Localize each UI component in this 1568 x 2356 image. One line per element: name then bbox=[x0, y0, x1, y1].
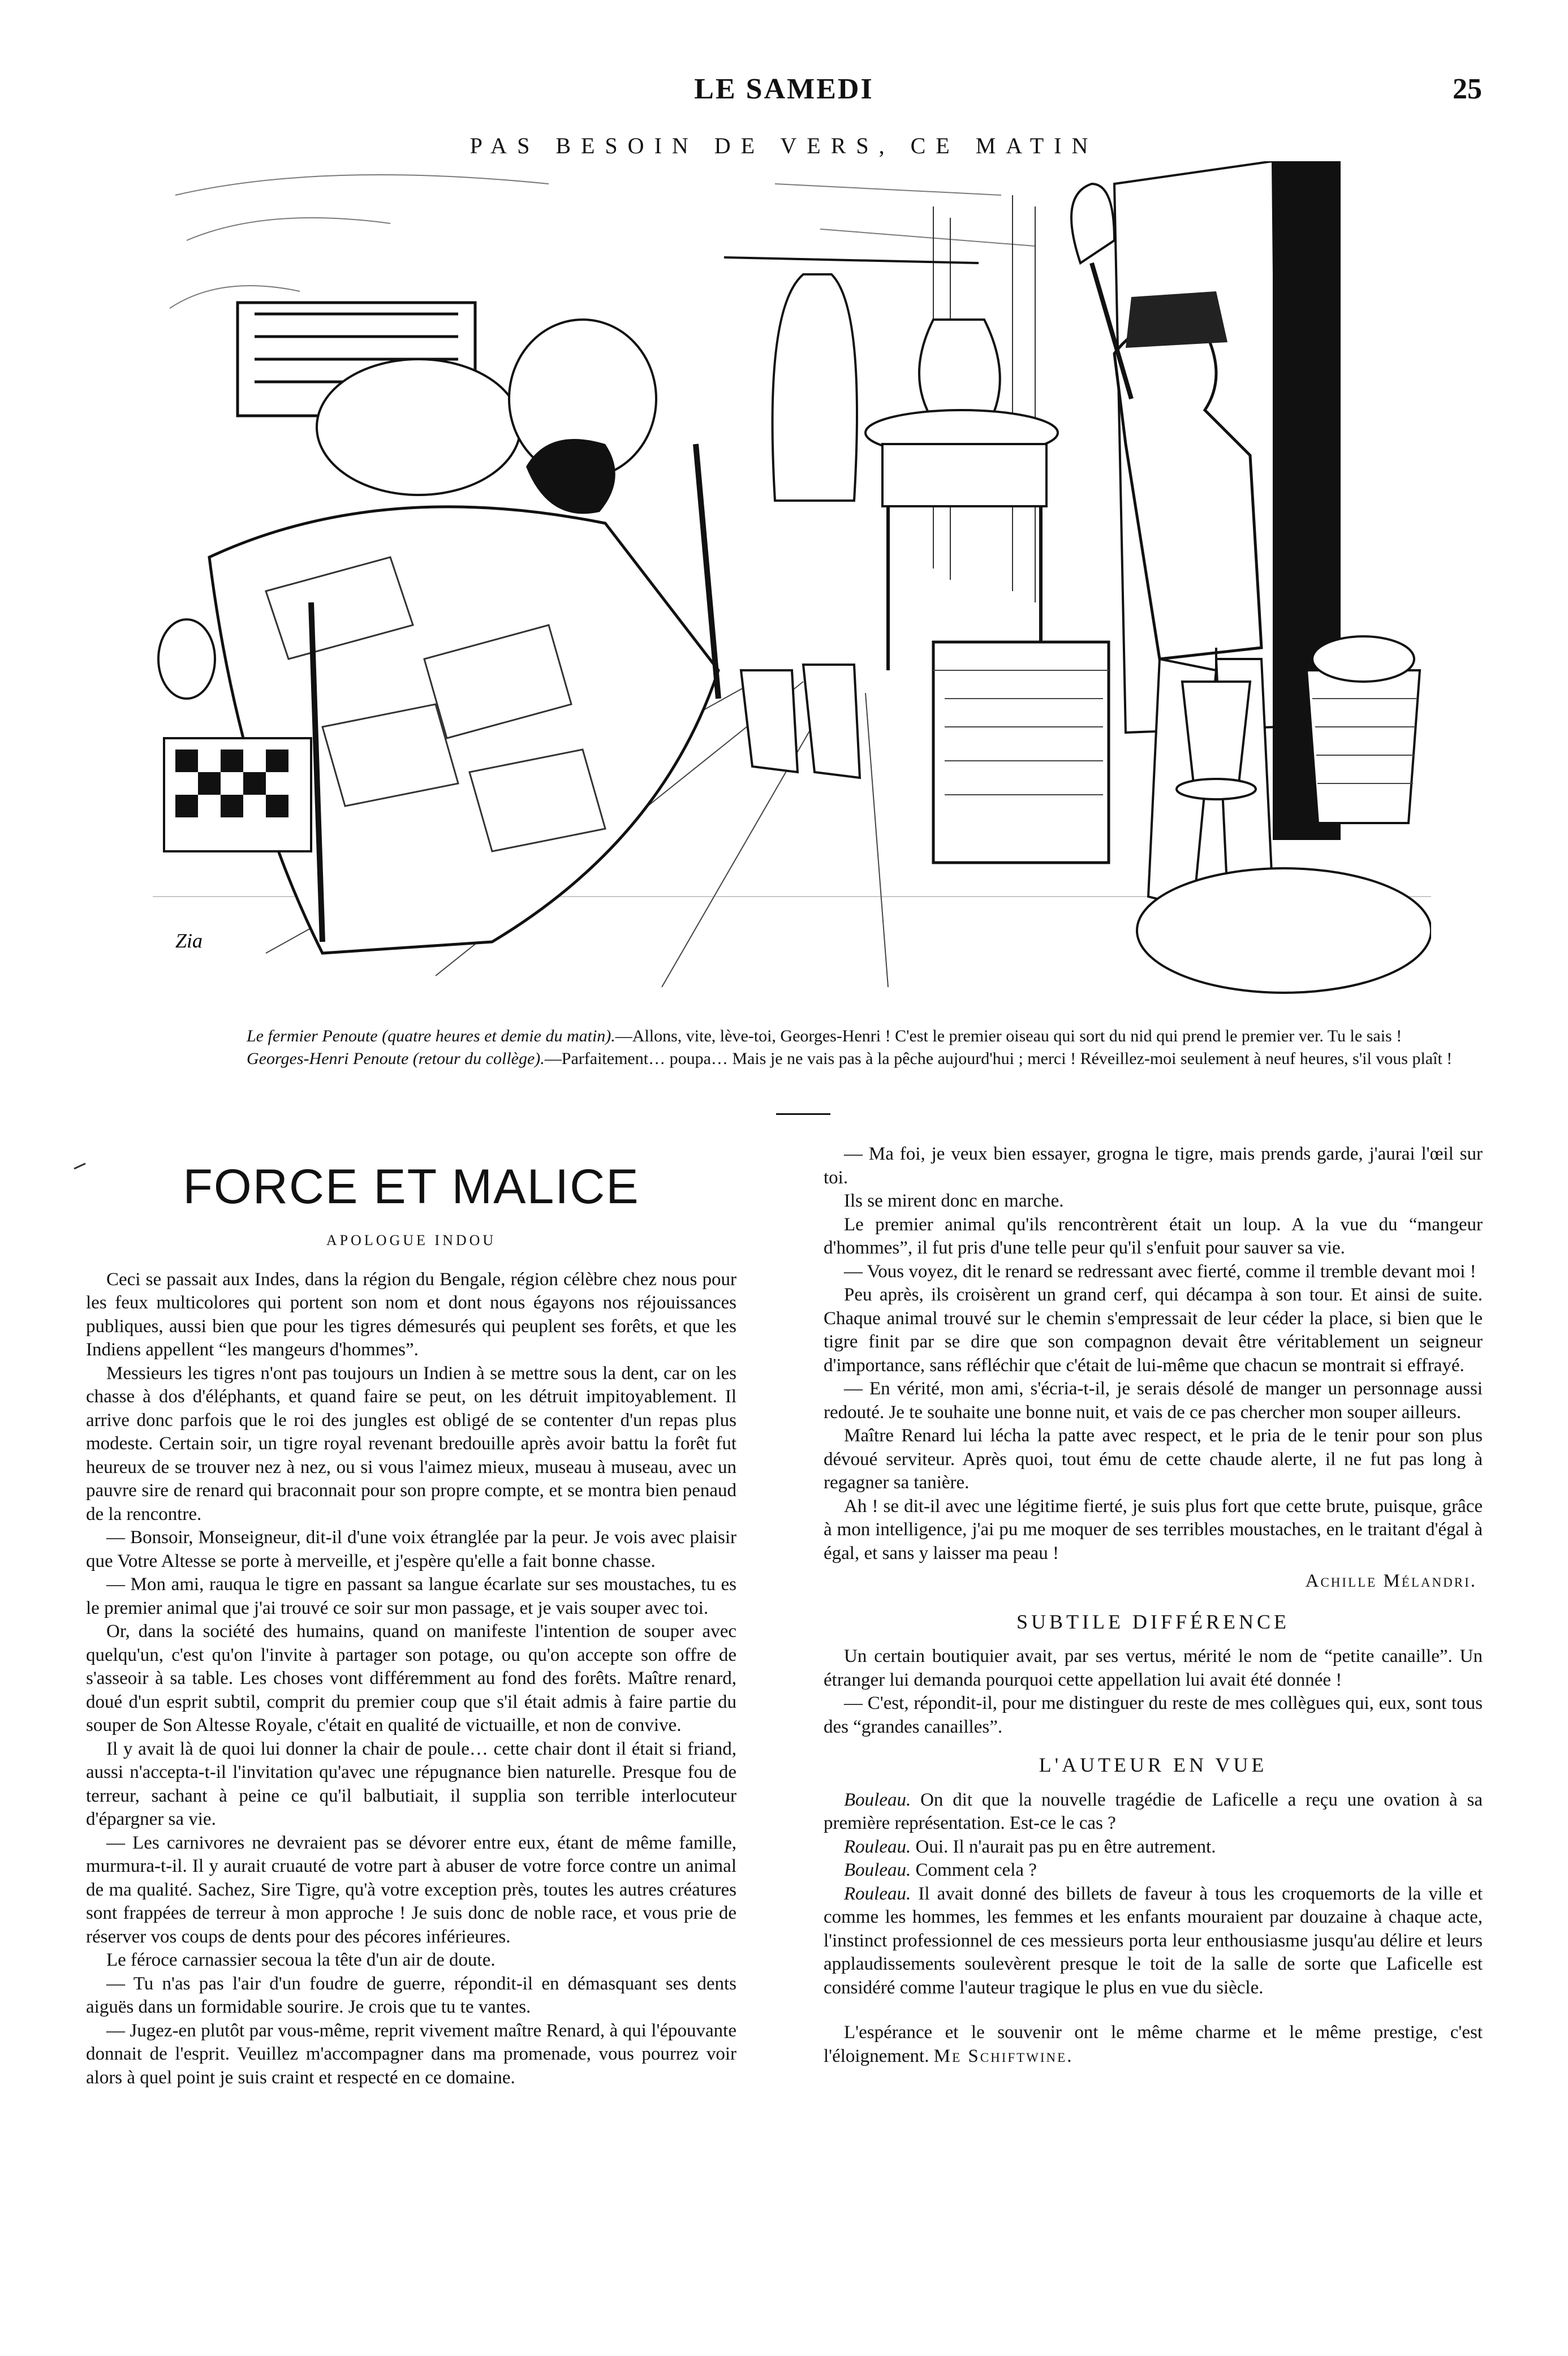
dialogue-text: Oui. Il n'aurait pas pu en être autrement. bbox=[915, 1836, 1216, 1857]
dialogue-line bbox=[824, 1859, 1483, 1883]
caption-speaker-2: Georges-Henri Penoute (retour du collège). bbox=[247, 1049, 545, 1068]
caption-line-1 bbox=[190, 1025, 1474, 1048]
article-left-column bbox=[86, 1160, 736, 2090]
auteur-title: L'AUTEUR EN VUE bbox=[1039, 1754, 1268, 1776]
speaker: Bouleau. bbox=[844, 1789, 911, 1810]
paragraph: Le féroce carnassier secoua la tête d'un air de doute. bbox=[106, 1950, 496, 1970]
paragraph: Ah ! se dit-il avec une légitime fierté, je suis plus fort que cette brute, puisque, grâce à mon intelligence, j'ai pu me moquer de ses terribles moustaches, en le traitant d'égal à égal, et sans y laisser ma peau ! bbox=[824, 1496, 1483, 1564]
article-title: FORCE ET MALICE bbox=[183, 1160, 640, 1214]
speaker: Bouleau. bbox=[844, 1860, 911, 1880]
speaker: Rouleau. bbox=[844, 1883, 911, 1904]
artist-signature: Zia bbox=[175, 929, 203, 952]
paragraph: Il y avait là de quoi lui donner la chair de poule… cette chair dont il était si friand, aussi n'accepta-t-il l'invitation qu'avec une répugnance bien naturelle. Presque fou de terreur, sachant à peine ce qu'il balbutiait, il supplia son terrible interlocuteur d'épargner sa vie. bbox=[86, 1738, 736, 1829]
bedroom-scene-drawing bbox=[153, 161, 1431, 996]
article-signature: Achille Mélandri. bbox=[1305, 1571, 1477, 1591]
margin-mark bbox=[74, 1162, 85, 1169]
caption-text-2: —Parfaitement… poupa… Mais je ne vais pas à la pêche aujourd'hui ; merci ! Réveillez-moi seulement à neuf heures, s'il vous plaît ! bbox=[544, 1049, 1453, 1068]
paragraph: Un certain boutiquier avait, par ses vertus, mérité le nom de “petite canaille”. Un étranger lui demanda pourquoi cette appellation lui avait été donnée ! bbox=[824, 1646, 1483, 1690]
dialogue-text: On dit que la nouvelle tragédie de Laficelle a reçu une ovation à sa première représentation. Est-ce le cas ? bbox=[824, 1789, 1483, 1833]
paragraph: — Mon ami, rauqua le tigre en passant sa langue écarlate sur ses moustaches, tu es le premier animal que j'ai trouvé ce soir sur mon passage, et je vais souper avec toi. bbox=[86, 1574, 736, 1618]
speaker: Rouleau. bbox=[844, 1836, 911, 1857]
spacer bbox=[824, 2000, 1483, 2021]
paragraph: Maître Renard lui lécha la patte avec respect, et le pria de le tenir pour son plus dévoué serviteur. Après quoi, tout ému de cette chaude alerte, il ne fut pas long à regagner sa tanière. bbox=[824, 1425, 1483, 1493]
dialogue-line bbox=[824, 1836, 1483, 1859]
paragraph: — C'est, répondit-il, pour me distinguer du reste de mes collègues qui, eux, sont tous des “grandes canailles”. bbox=[824, 1693, 1483, 1737]
article-right-column bbox=[824, 1143, 1483, 2068]
paragraph: — En vérité, mon ami, s'écria-t-il, je serais désolé de manger un personnage aussi redouté. Je te souhaite une bonne nuit, et vais de ce pas chercher mon souper ailleurs. bbox=[824, 1379, 1483, 1423]
caption-speaker-1: Le fermier Penoute (quatre heures et demie du matin). bbox=[247, 1027, 615, 1045]
cartoon-title: PAS BESOIN DE VERS, CE MATIN bbox=[469, 133, 1099, 158]
running-head bbox=[0, 72, 1568, 118]
subtile-title: SUBTILE DIFFÉRENCE bbox=[1016, 1610, 1290, 1633]
dialogue-text: Il avait donné des billets de faveur à tous les croquemorts de la ville et comme les hommes, les femmes et les enfants mouraient par douzaine à chaque acte, l'instinct professionnel de ces messieurs porta leur enthousiasme jusqu'au délire et leurs applaudissements soulevèrent presque le toit de la salle de sorte que Laficelle est considéré comme l'auteur tragique le plus en vue du siècle. bbox=[824, 1883, 1483, 1998]
paragraph: — Les carnivores ne devraient pas se dévorer entre eux, étant de même famille, murmura-t-il. Il y aurait cruauté de votre part à abuser de votre force contre un animal de ma qualité. Sachez, Sire Tigre, qu'à votre exception près, toutes les autres créatures sont frappées de terreur à mon approche ! Je suis donc de noble race, et vous prie de réserver vos coups de dents pour des pécores inférieures. bbox=[86, 1832, 736, 1947]
caption-text-1: —Allons, vite, lève-toi, Georges-Henri ! C'est le premier oiseau qui sort du nid qui prend le premier ver. Tu le sais ! bbox=[615, 1027, 1402, 1045]
dialogue-line bbox=[824, 1883, 1483, 2000]
page-number: 25 bbox=[1453, 73, 1482, 105]
paragraph: Peu après, ils croisèrent un grand cerf, qui décampa à son tour. Et ainsi de suite. Chaque animal trouvé sur le chemin s'empressait de leur céder la place, si bien que le tigre finit par se dire que son compagnon devait être véritablement un seigneur d'importance, sans réfléchir que c'était de lui-même que chacun se montrait si effrayé. bbox=[824, 1285, 1483, 1376]
paragraph: — Ma foi, je veux bien essayer, grogna le tigre, mais prends garde, j'aurai l'œil sur toi. bbox=[824, 1144, 1483, 1188]
paragraph: Messieurs les tigres n'ont pas toujours un Indien à se mettre sous la dent, car on les chasse à dos d'éléphants, et quand faire se peut, on les détruit impitoyablement. Il arrive donc parfois que le roi des jungles est obligé de se contenter d'un repas plus modeste. Certain soir, un tigre royal revenant bredouille après avoir battu la forêt fut heureux de se trouver nez à nez, ou si vous l'aimez mieux, museau à museau, avec un pauvre sire de renard qui braconnait pour son propre compte, et se montra bien penaud de la rencontre. bbox=[86, 1363, 736, 1524]
paragraph: — Jugez-en plutôt par vous-même, reprit vivement maître Renard, à qui l'épouvante donnait de l'esprit. Veuillez m'accompagner dans ma promenade, vous pourrez voir alors à quel point je suis craint et respecté en ce domaine. bbox=[86, 2020, 736, 2088]
dialogue-text: Comment cela ? bbox=[915, 1860, 1037, 1880]
paragraph: Or, dans la société des humains, quand on manifeste l'intention de souper avec quelqu'un, c'est qu'on l'invite à partager son potage, ou qu'on accepte son offre de s'asseoir à sa table. Les choses vont différemment au fond des forêts. Maître renard, doué d'un esprit subtil, comprit du premier coup que s'il était admis à faire partie du souper de Son Altesse Royale, c'était en qualité de victuaille, et non de convive. bbox=[86, 1621, 736, 1735]
cartoon-illustration bbox=[153, 161, 1431, 996]
maxim bbox=[824, 2021, 1483, 2068]
paragraph: — Vous voyez, dit le renard se redressant avec fierté, comme il tremble devant moi ! bbox=[844, 1261, 1476, 1282]
paragraph: Ils se mirent donc en marche. bbox=[844, 1191, 1064, 1211]
cartoon-caption bbox=[190, 1025, 1474, 1070]
separator-rule bbox=[776, 1113, 830, 1115]
maxim-author: Me Schiftwine. bbox=[933, 2045, 1074, 2066]
dialogue-line bbox=[824, 1789, 1483, 1836]
article-subtitle: APOLOGUE INDOU bbox=[326, 1232, 497, 1248]
paragraph: Ceci se passait aux Indes, dans la région du Bengale, région célèbre chez nous pour les feux multicolores qui portent son nom et dont nous égayons nos réjouissances publiques, aussi bien que pour les tigres démesurés qui peuplent ses forêts, et que les Indiens appellent “les mangeurs d'hommes”. bbox=[86, 1269, 736, 1360]
paragraph: — Tu n'as pas l'air d'un foudre de guerre, répondit-il en démasquant ses dents aiguës dans un formidable sourire. Je crois que tu te vantes. bbox=[86, 1973, 736, 2017]
caption-line-2 bbox=[190, 1048, 1474, 1070]
paragraph: Le premier animal qu'ils rencontrèrent était un loup. A la vue du “mangeur d'hommes”, il fut pris d'une telle peur qu'il s'enfuit pour sauver sa vie. bbox=[824, 1214, 1483, 1258]
paragraph: — Bonsoir, Monseigneur, dit-il d'une voix étranglée par la peur. Je vois avec plaisir que Votre Altesse se porte à merveille, et j'espère qu'elle a fait bonne chasse. bbox=[86, 1527, 736, 1571]
maxim-text: L'espérance et le souvenir ont le même charme et le même prestige, c'est l'éloignement. bbox=[824, 2022, 1483, 2066]
journal-title: LE SAMEDI bbox=[694, 73, 874, 105]
